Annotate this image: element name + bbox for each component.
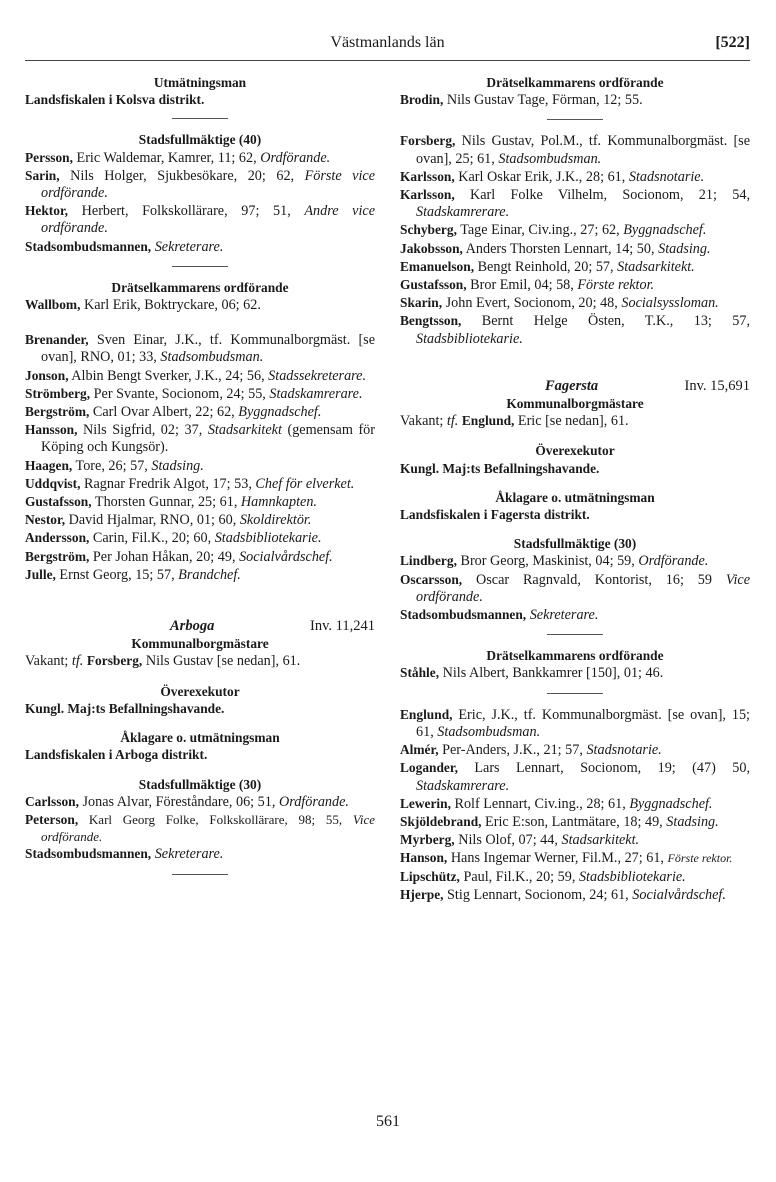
entry: Stadsombudsmannen, Sekreterare.: [25, 238, 224, 255]
section-heading: Kommunalborgmästare: [506, 396, 644, 412]
section-heading: Stadsfullmäktige (30): [513, 536, 637, 552]
entry: Vakant; tf. Englund, Eric [se nedan], 61.: [400, 413, 629, 430]
entry: Hanson, Hans Ingemar Werner, Fil.M., 27; 61, Förste rektor.: [400, 850, 733, 867]
separator: [547, 634, 603, 635]
entry: Logander, Lars Lennart, Socionom, 19; (47) 50, Stadskamrerare.: [400, 760, 750, 794]
entry: Bengtsson, Bernt Helge Östen, T.K., 13; 57, Stadsbibliotekarie.: [400, 313, 750, 347]
entry: Lewerin, Rolf Lennart, Civ.ing., 28; 61, Byggnadschef.: [400, 795, 713, 812]
entry: Brenander, Sven Einar, J.K., tf. Kommunalborgmäst. [se ovan], RNO, 01; 33, Stadsombudsman.: [25, 332, 375, 366]
town-population: Inv. 15,691: [684, 377, 750, 394]
entry: Karlsson, Karl Oskar Erik, J.K., 28; 61, Stadsnotarie.: [400, 168, 705, 185]
right-column: [400, 74, 750, 904]
section-heading: Åklagare o. utmätningsman: [495, 489, 655, 505]
section-heading: Drätselkammarens ordförande: [111, 279, 289, 295]
spacer: [400, 523, 750, 535]
entry: Bergström, Carl Ovar Albert, 22; 62, Byggnadschef.: [25, 404, 322, 421]
header-rule: [25, 60, 750, 61]
town-heading-arboga: [25, 618, 375, 635]
spacer: [400, 477, 750, 489]
entry: Hjerpe, Stig Lennart, Socionom, 24; 61, Socialvårdschef.: [400, 886, 726, 903]
entry: Schyberg, Tage Einar, Civ.ing., 27; 62, Byggnadschef.: [400, 222, 707, 239]
spacer: [25, 717, 375, 729]
page-title: Västmanlands län: [330, 34, 445, 51]
section-heading: Drätselkammarens ordförande: [486, 75, 664, 90]
entry: Jonson, Albin Bengt Sverker, J.K., 24; 56, Stadssekreterare.: [25, 367, 367, 384]
entry: Hektor, Herbert, Folkskollärare, 97; 51, Andre vice ordförande.: [25, 203, 375, 237]
page-reference: [522]: [715, 34, 750, 51]
entry: Wallbom, Karl Erik, Boktryckare, 06; 62.: [25, 297, 261, 314]
entry: Gustafsson, Thorsten Gunnar, 25; 61, Hamnkapten.: [25, 494, 317, 511]
spacer: [400, 348, 750, 378]
separator: [172, 874, 228, 875]
page-header: [25, 34, 750, 56]
section-heading: Överexekutor: [160, 683, 240, 699]
town-name: Arboga: [170, 618, 215, 635]
left-column: [25, 74, 375, 887]
section-line: Kungl. Maj:ts Befallningshavande.: [25, 700, 225, 716]
entry: Gustafsson, Bror Emil, 04; 58, Förste rektor.: [400, 277, 655, 294]
section-heading: Drätselkammarens ordförande: [486, 648, 664, 664]
separator: [172, 266, 228, 267]
entry: Ståhle, Nils Albert, Bankkamrer [150], 01; 46.: [400, 665, 664, 682]
entry: Jakobsson, Anders Thorsten Lennart, 14; 50, Stadsing.: [400, 240, 711, 257]
page-number: 561: [376, 1113, 400, 1130]
entry: Bergström, Per Johan Håkan, 20; 49, Socialvårdschef.: [25, 548, 333, 565]
section-line: Kungl. Maj:ts Befallningshavande.: [400, 460, 600, 476]
entry: Carlsson, Jonas Alvar, Föreståndare, 06; 51, Ordförande.: [25, 793, 349, 810]
section-line: Landsfiskalen i Arboga distrikt.: [25, 747, 208, 763]
entry: Vakant; tf. Forsberg, Nils Gustav [se nedan], 61.: [25, 653, 301, 670]
separator: [172, 118, 228, 119]
section-heading: Utmätningsman: [153, 75, 247, 90]
section-heading: Överexekutor: [535, 443, 615, 459]
entry: Lindberg, Bror Georg, Maskinist, 04; 59, Ordförande.: [400, 553, 709, 570]
spacer: [25, 584, 375, 618]
entry: Myrberg, Nils Olof, 07; 44, Stadsarkitekt.: [400, 832, 640, 849]
entry: Haagen, Tore, 26; 57, Stadsing.: [25, 457, 204, 474]
section-line: Landsfiskalen i Fagersta distrikt.: [400, 507, 590, 523]
entry: Karlsson, Karl Folke Vilhelm, Socionom, 21; 54, Stadskamrerare.: [400, 187, 750, 221]
entry: Stadsombudsmannen, Sekreterare.: [25, 846, 224, 863]
spacer: [25, 314, 375, 331]
entry: Lipschütz, Paul, Fil.K., 20; 59, Stadsbibliotekarie.: [400, 868, 686, 885]
entry: Oscarsson, Oscar Ragnvald, Kontorist, 16; 59 Vice ordförande.: [400, 571, 750, 605]
section-heading: Åklagare o. utmätningsman: [120, 730, 280, 746]
entry: Englund, Eric, J.K., tf. Kommunalborgmäst. [se ovan], 15; 61, Stadsombudsman.: [400, 706, 750, 740]
entry: Stadsombudsmannen, Sekreterare.: [400, 607, 599, 624]
entry: Skarin, John Evert, Socionom, 20; 48, Socialsyssloman.: [400, 295, 719, 312]
entry: Skjöldebrand, Eric E:son, Lantmätare, 18; 49, Stadsing.: [400, 813, 719, 830]
entry: Almér, Per-Anders, J.K., 21; 57, Stadsnotarie.: [400, 742, 662, 759]
spacer: [400, 430, 750, 442]
town-name: Fagersta: [545, 377, 599, 394]
town-heading-fagersta: [400, 378, 750, 395]
spacer: [25, 764, 375, 776]
section-heading: Stadsfullmäktige (30): [138, 776, 262, 792]
entry: Uddqvist, Ragnar Fredrik Algot, 17; 53, Chef för elverket.: [25, 475, 355, 492]
section-line: Landsfiskalen i Kolsva distrikt.: [25, 92, 205, 108]
entry: Strömberg, Per Svante, Socionom, 24; 55, Stadskamrerare.: [25, 385, 363, 402]
entry: Julle, Ernst Georg, 15; 57, Brandchef.: [25, 566, 241, 583]
entry: Sarin, Nils Holger, Sjukbesökare, 20; 62, Förste vice ordförande.: [25, 167, 376, 202]
separator: [547, 693, 603, 694]
separator: [547, 119, 603, 120]
section-heading: Stadsfullmäktige (40): [138, 132, 262, 148]
entry: Brodin, Nils Gustav Tage, Förman, 12; 55.: [400, 92, 643, 109]
entry: Emanuelson, Bengt Reinhold, 20; 57, Stadsarkitekt.: [400, 258, 695, 275]
spacer: [25, 671, 375, 683]
entry: Peterson, Karl Georg Folke, Folkskollärare, 98; 55, Vice ordförande.: [25, 811, 375, 845]
entry: Persson, Eric Waldemar, Kamrer, 11; 62, Ordförande.: [25, 149, 331, 166]
entry: Andersson, Carin, Fil.K., 20; 60, Stadsbibliotekarie.: [25, 530, 322, 547]
section-heading: Kommunalborgmästare: [131, 636, 269, 652]
entry: Forsberg, Nils Gustav, Pol.M., tf. Kommunalborgmäst. [se ovan], 25; 61, Stadsombudsman.: [400, 133, 750, 167]
town-population: Inv. 11,241: [310, 618, 375, 635]
entry: Hansson, Nils Sigfrid, 02; 37, Stadsarkitekt (gemensam för Köping och Kungsör).: [25, 422, 375, 456]
entry: Nestor, David Hjalmar, RNO, 01; 60, Skoldirektör.: [25, 512, 312, 529]
